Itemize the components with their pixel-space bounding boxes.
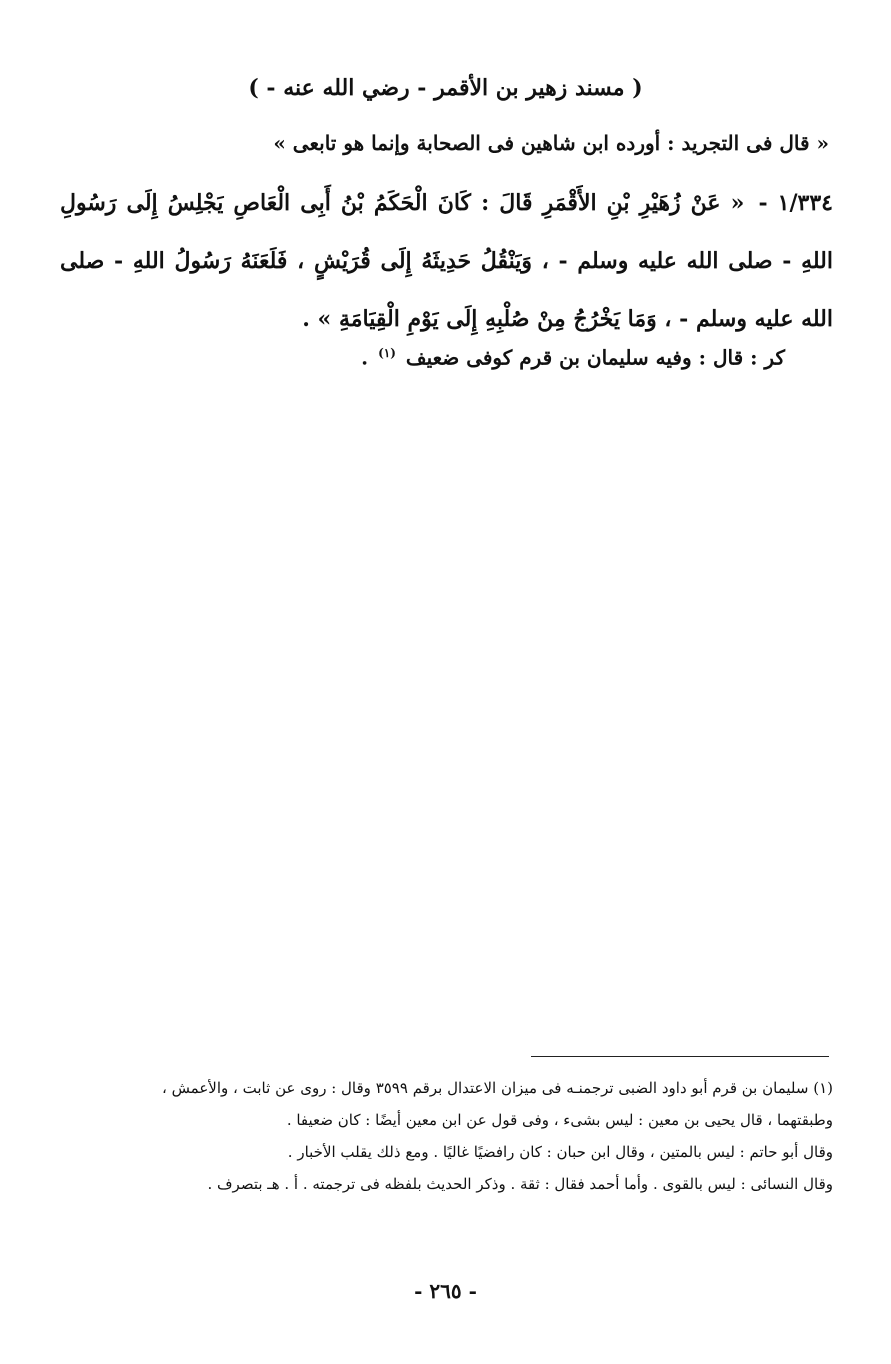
intro-note: « قال فى التجريد : أورده ابن شاهين فى الصحابة وإنما هو تابعى » — [273, 131, 829, 155]
page-number: - ٢٦٥ - — [414, 1279, 477, 1303]
hadith-entry — [60, 174, 833, 348]
footnote-line: وقال النسائى : ليس بالقوى . وأما أحمد فقال : ثقة . وذكر الحديث بلفظه فى ترجمته . أ . هـ بتصرف . — [207, 1175, 833, 1193]
footnote-line: وقال أبو حاتم : ليس بالمتين ، وقال ابن حبان : كان رافضيًا غاليًا . ومع ذلك يقلب الأخبار . — [287, 1143, 833, 1161]
footnote-reference: (١) — [378, 346, 396, 360]
source-attribution — [60, 338, 785, 373]
footnote-line: (١) سليمان بن قرم أبو داود الضبى ترجمنـه فى ميزان الاعتدال برقم ٣٥٩٩ وقال : روى عن ثابت ، والأعمش ، — [161, 1079, 833, 1097]
footnote-divider — [531, 1056, 829, 1057]
section-heading: ( مسند زهير بن الأقمر - رضي الله عنه - ) — [248, 75, 643, 101]
source-text: كر : قال : وفيه سليمان بن قرم كوفى ضعيف — [405, 345, 785, 370]
source-end: . — [361, 345, 369, 370]
footnote-line: وطبقتهما ، قال يحيى بن معين : ليس بشىء ، وفى قول عن ابن معين أيضًا : كان ضعيفا . — [286, 1111, 833, 1129]
hadith-text: « عَنْ زُهَيْرِ بْنِ الأَقْمَرِ قَالَ : كَانَ الْحَكَمُ بْنُ أَبِى الْعَاصِ يَجْلِسُ إِلَى رَسُولِ اللهِ - صلى الله عليه وسلم - ، وَيَنْقُلُ حَدِيثَهُ إِلَى قُرَيْشٍ ، فَلَعَنَهُ رَسُولُ اللهِ - صلى الله عليه وسلم - ، وَمَا يَخْرُجُ مِنْ صُلْبِهِ إِلَى يَوْمِ الْقِيَامَةِ » . — [60, 190, 833, 332]
hadith-number: ١/٣٣٤ - — [758, 190, 833, 216]
footnotes — [58, 1072, 833, 1200]
